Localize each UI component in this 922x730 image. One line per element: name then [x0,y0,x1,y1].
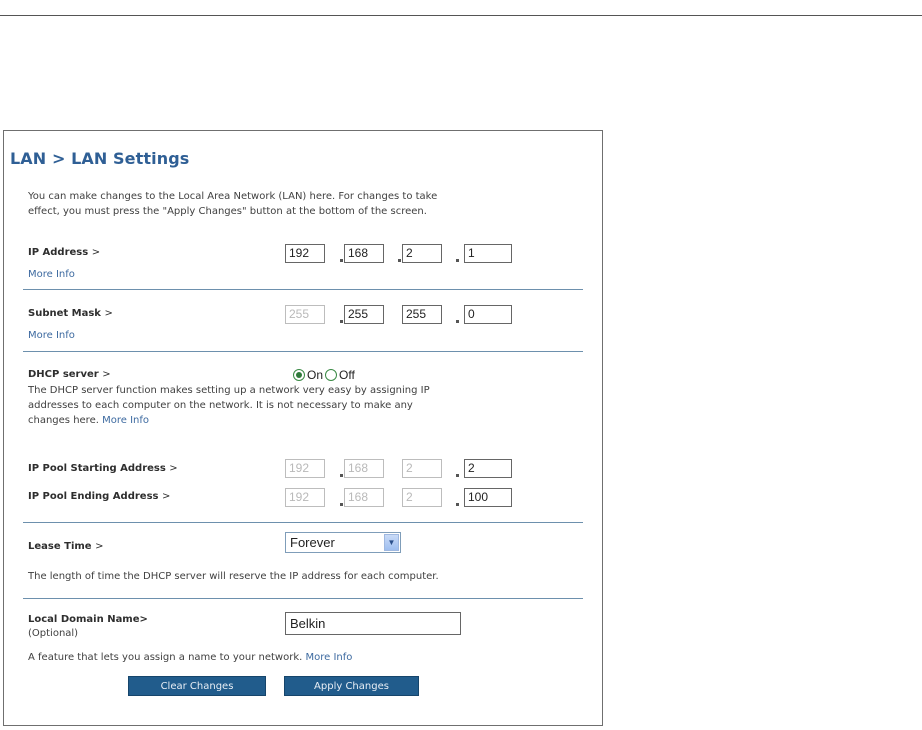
pool-end-octet-1: 192 [285,488,325,507]
apply-changes-button[interactable]: Apply Changes [284,676,419,696]
top-rule [0,15,922,16]
intro-line-1: You can make changes to the Local Area Network (LAN) here. For changes to take [28,191,438,202]
pool-start-octet-3: 2 [402,459,442,478]
dhcp-off-radio[interactable] [325,369,337,381]
subnet-octet-3[interactable]: 255 [402,305,442,324]
lease-time-label: Lease Time > [28,541,104,552]
dhcp-off-label: Off [339,368,355,382]
ip-octet-3[interactable]: 2 [402,244,442,263]
ip-address-label: IP Address > [28,247,101,258]
ip-octet-1[interactable]: 192 [285,244,325,263]
pool-end-octet-3: 2 [402,488,442,507]
lan-settings-panel [3,130,603,726]
pool-start-octet-2: 168 [344,459,384,478]
pool-separator-dot [456,474,459,477]
subnet-more-info-link[interactable]: More Info [28,330,75,341]
subnet-octet-4[interactable]: 0 [464,305,512,324]
dhcp-desc-line-2: addresses to each computer on the network. It is not necessary to make any [28,400,413,411]
lease-time-value: Forever [290,535,335,550]
dhcp-desc-line-3: changes here. More Info [28,415,149,426]
divider [23,289,583,290]
subnet-mask-label: Subnet Mask > [28,308,113,319]
pool-separator-dot [456,503,459,506]
divider [23,598,583,599]
chevron-down-icon[interactable]: ▼ [384,534,399,551]
ip-address-more-info-link[interactable]: More Info [28,269,75,280]
dhcp-on-label: On [307,368,324,382]
dhcp-server-label: DHCP server > [28,369,111,380]
divider [23,351,583,352]
ip-octet-2[interactable]: 168 [344,244,384,263]
dhcp-desc-line-1: The DHCP server function makes setting up a network very easy by assigning IP [28,385,430,396]
subnet-octet-2[interactable]: 255 [344,305,384,324]
subnet-separator-dot [456,320,459,323]
clear-changes-button[interactable]: Clear Changes [128,676,266,696]
lease-time-select[interactable] [285,532,401,553]
pool-start-octet-1: 192 [285,459,325,478]
pool-start-label: IP Pool Starting Address > [28,463,178,474]
ip-separator-dot [456,259,459,262]
lease-time-desc: The length of time the DHCP server will reserve the IP address for each computer. [28,571,439,582]
domain-name-input[interactable]: Belkin [285,612,461,635]
ip-separator-dot [398,259,401,262]
domain-optional-label: (Optional) [28,628,79,639]
pool-separator-dot [340,474,343,477]
dhcp-on-radio[interactable] [293,369,305,381]
pool-start-octet-4[interactable]: 2 [464,459,512,478]
subnet-octet-1: 255 [285,305,325,324]
divider [23,522,583,523]
pool-end-octet-2: 168 [344,488,384,507]
ip-octet-4[interactable]: 1 [464,244,512,263]
page-title: LAN > LAN Settings [10,149,190,168]
pool-separator-dot [340,503,343,506]
domain-desc: A feature that lets you assign a name to your network. More Info [28,652,353,663]
pool-end-label: IP Pool Ending Address > [28,491,171,502]
ip-separator-dot [340,259,343,262]
intro-line-2: effect, you must press the "Apply Changes" button at the bottom of the screen. [28,206,427,217]
pool-end-octet-4[interactable]: 100 [464,488,512,507]
dhcp-more-info-link[interactable]: More Info [102,415,149,426]
domain-more-info-link[interactable]: More Info [305,652,353,663]
subnet-separator-dot [340,320,343,323]
domain-name-label: Local Domain Name> [28,614,148,625]
